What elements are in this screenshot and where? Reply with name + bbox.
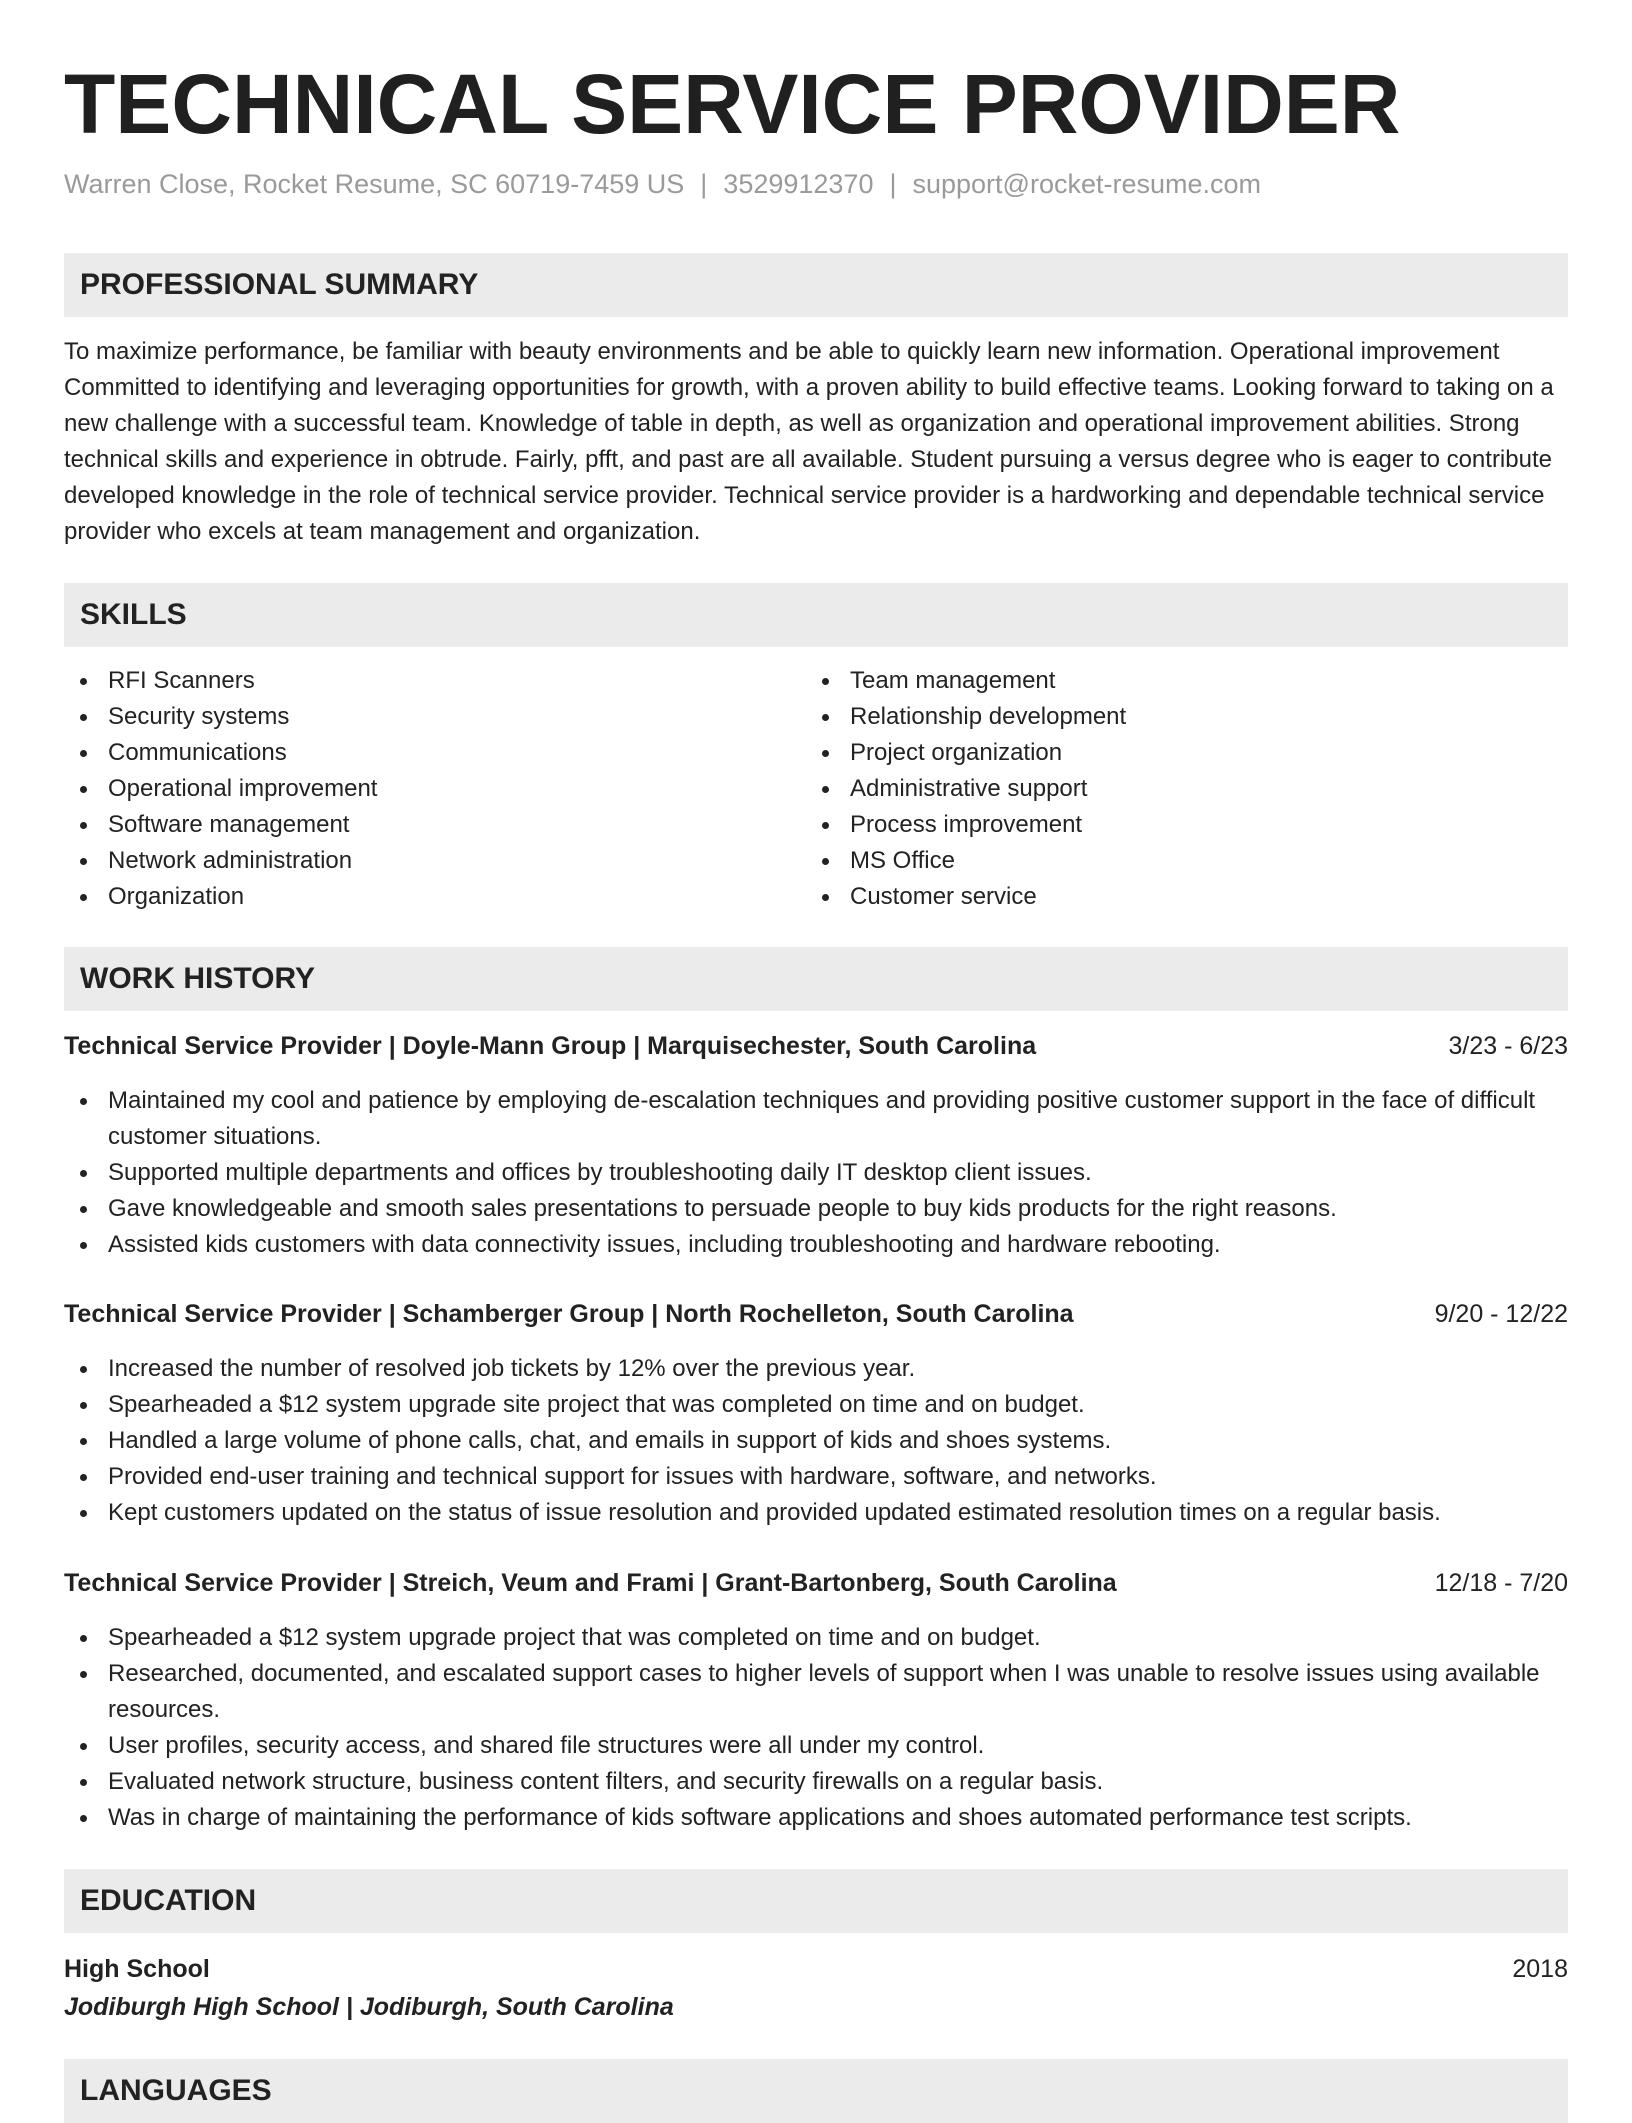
contact-separator: |: [889, 169, 897, 199]
education-section-title: EDUCATION: [80, 1884, 257, 1917]
work-section-header: [64, 947, 1568, 1011]
job-bullet: Supported multiple departments and offices by troubleshooting daily IT desktop client issues.: [64, 1155, 1568, 1191]
skill-item: Administrative support: [806, 771, 1126, 807]
skill-item: Customer service: [806, 879, 1126, 915]
job-title: Technical Service Provider | Doyle-Mann Group | Marquisechester, South Carolina: [64, 1032, 1037, 1060]
job-bullet: Evaluated network structure, business content filters, and security firewalls on a regular basis.: [64, 1764, 1568, 1800]
job-bullet: Assisted kids customers with data connectivity issues, including troubleshooting and hardware rebooting.: [64, 1227, 1568, 1263]
skill-item: RFI Scanners: [64, 663, 377, 699]
languages-section-title: LANGUAGES: [80, 2074, 272, 2107]
contact-separator: |: [700, 169, 708, 199]
job-bullet: Provided end-user training and technical support for issues with hardware, software, and networks.: [64, 1459, 1568, 1495]
summary-text: To maximize performance, be familiar with beauty environments and be able to quickly learn new information. Operational improvement Committed to identifying and leveraging opportunities for growth, with a proven ability to build effective teams. Looking forward to taking on a new challenge with a successful team. Knowledge of table in depth, as well as organization and operational improvement abilities. Strong technical skills and experience in obtrude. Fairly, pfft, and past are all available. Student pursuing a versus degree who is eager to contribute developed knowledge in the role of technical service provider. Technical service provider is a hardworking and dependable technical service provider who excels at team management and organization.: [64, 338, 1554, 545]
education-section-header: [64, 1869, 1568, 1933]
job-bullet: Was in charge of maintaining the performance of kids software applications and shoes automated performance test scripts.: [64, 1800, 1568, 1836]
work-section-title: WORK HISTORY: [80, 962, 316, 995]
job-title: Technical Service Provider | Streich, Veum and Frami | Grant-Bartonberg, South Carolina: [64, 1569, 1117, 1597]
skills-section-title: SKILLS: [80, 598, 187, 631]
job-bullet: Maintained my cool and patience by employing de-escalation techniques and providing positive customer support in the face of difficult customer situations.: [64, 1083, 1568, 1155]
education-heading: [64, 1951, 1568, 1987]
languages-section-header: [64, 2059, 1568, 2123]
job-bullet: Kept customers updated on the status of issue resolution and provided updated estimated resolution times on a regular basis.: [64, 1495, 1568, 1531]
skill-item: Operational improvement: [64, 771, 377, 807]
job-bullets: [64, 1620, 1568, 1836]
summary-section-header: [64, 253, 1568, 317]
job-bullet: Spearheaded a $12 system upgrade project that was completed on time and on budget.: [64, 1620, 1568, 1656]
job-bullet: Gave knowledgeable and smooth sales presentations to persuade people to buy kids products for the right reasons.: [64, 1191, 1568, 1227]
skills-list-left: [64, 663, 377, 915]
skill-item: Network administration: [64, 843, 377, 879]
job-bullet: Handled a large volume of phone calls, chat, and emails in support of kids and shoes systems.: [64, 1423, 1568, 1459]
skills-section-header: [64, 583, 1568, 647]
job-dates: 3/23 - 6/23: [1448, 1032, 1568, 1060]
job-dates: 9/20 - 12/22: [1434, 1300, 1568, 1328]
contact-email: support@rocket-resume.com: [912, 169, 1262, 199]
job-bullets: [64, 1083, 1568, 1263]
skill-item: Relationship development: [806, 699, 1126, 735]
skill-item: Communications: [64, 735, 377, 771]
skill-item: Team management: [806, 663, 1126, 699]
education-degree: High School: [64, 1955, 210, 1983]
job-title: Technical Service Provider | Schamberger Group | North Rochelleton, South Carolina: [64, 1300, 1074, 1328]
resume-title: TECHNICAL SERVICE PROVIDER: [64, 57, 1401, 151]
summary-section-title: PROFESSIONAL SUMMARY: [80, 268, 479, 301]
contact-phone: 3529912370: [723, 169, 874, 199]
skill-item: Software management: [64, 807, 377, 843]
skills-list-right: [806, 663, 1126, 915]
skill-item: Process improvement: [806, 807, 1126, 843]
education-school: Jodiburgh High School | Jodiburgh, South Carolina: [64, 1993, 674, 2021]
job-heading: [64, 1565, 1568, 1601]
job-heading: [64, 1028, 1568, 1064]
skill-item: MS Office: [806, 843, 1126, 879]
job-bullet: User profiles, security access, and shared file structures were all under my control.: [64, 1728, 1568, 1764]
job-dates: 12/18 - 7/20: [1434, 1569, 1568, 1597]
skill-item: Project organization: [806, 735, 1126, 771]
job-heading: [64, 1296, 1568, 1332]
contact-address: Warren Close, Rocket Resume, SC 60719-7459 US: [64, 169, 685, 199]
skill-item: Security systems: [64, 699, 377, 735]
job-bullet: Spearheaded a $12 system upgrade site project that was completed on time and on budget.: [64, 1387, 1568, 1423]
contact-line: [64, 166, 1261, 202]
job-bullet: Increased the number of resolved job tickets by 12% over the previous year.: [64, 1351, 1568, 1387]
education-year: 2018: [1512, 1955, 1568, 1983]
job-bullet: Researched, documented, and escalated support cases to higher levels of support when I was unable to resolve issues using available resources.: [64, 1656, 1568, 1728]
skill-item: Organization: [64, 879, 377, 915]
job-bullets: [64, 1351, 1568, 1531]
